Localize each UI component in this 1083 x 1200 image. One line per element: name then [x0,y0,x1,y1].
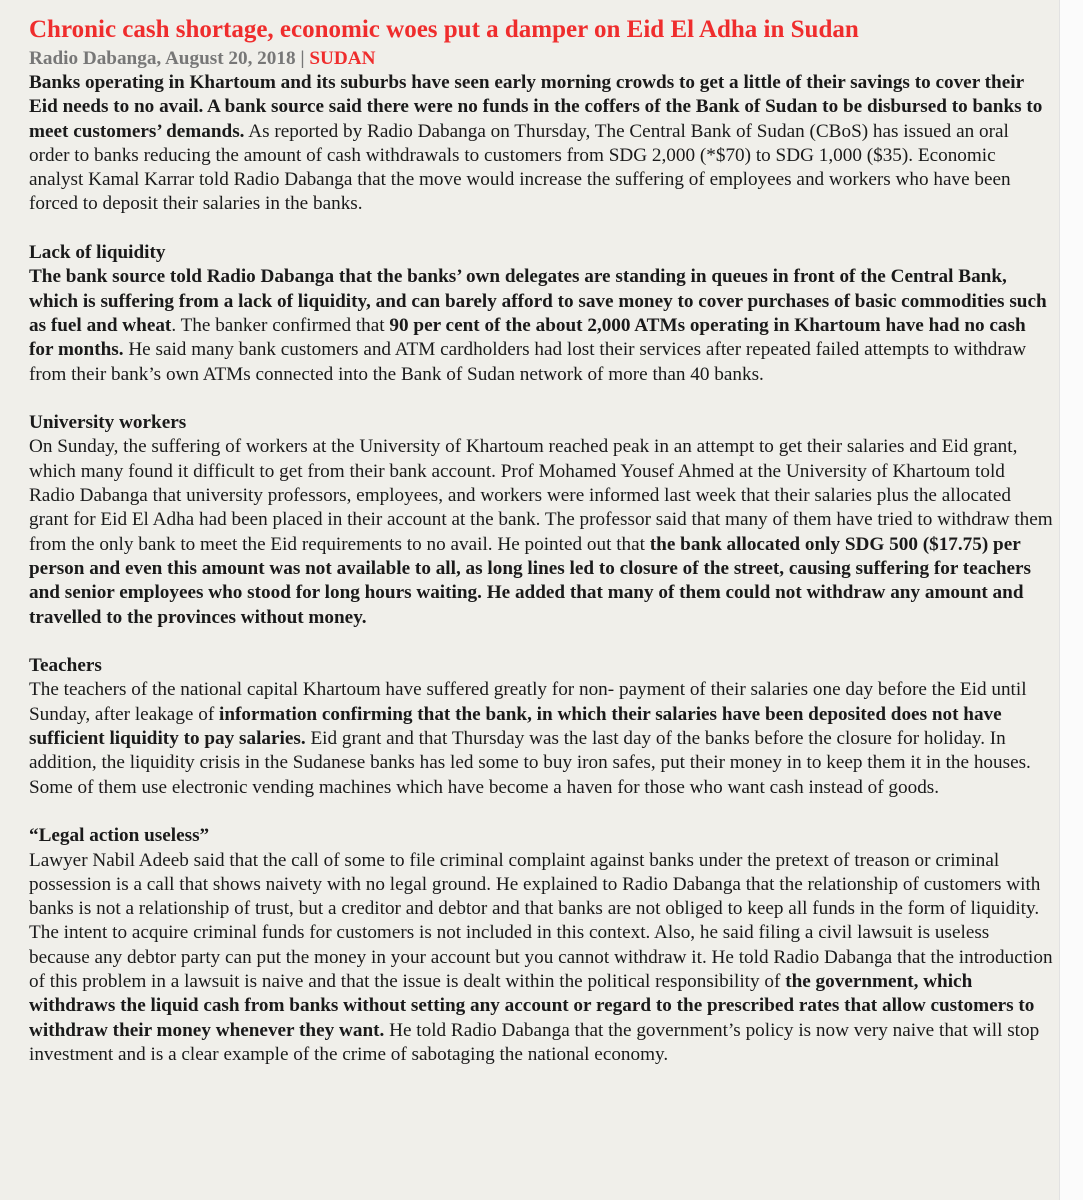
section-paragraph-liquidity [29,265,1054,386]
intro-paragraph [29,71,1054,217]
article-byline [29,46,1054,71]
teachers-text-2: Eid grant and that Thursday was the last day of the banks before the closure for holiday. In addition, the liquidity crisis in the Sudanese banks has led some to buy iron safes, put their money in to keep them it in the houses. Some of them use electronic vending machines which have become a haven for those who want cash instead of goods. [29,728,1031,798]
intro-text: As reported by Radio Dabanga on Thursday, The Central Bank of Sudan (CBoS) has issued an oral order to banks reducing the amount of cash withdrawals to customers from SDG 2,000 (*$70) to SDG 1,000 ($35). Economic analyst Kamal Karrar told Radio Dabanga that the move would increase the suffering of employees and workers who have been forced to deposit their salaries in the banks. [29,120,1011,215]
article-content [29,13,1054,1067]
byline-separator: | [300,48,305,69]
section-heading-liquidity: Lack of liquidity [29,242,166,264]
university-text-1: On Sunday, the suffering of workers at the University of Khartoum reached peak in an attempt to get their salaries and Eid grant, which many found it difficult to get from their bank account. Prof Mohamed Yousef Ahmed at the University of Khartoum told Radio Dabanga that university professors, employees, and workers were informed last week that their salaries plus the allocated grant for Eid El Adha had been placed in their account at the bank. The professor said that many of them have tried to withdraw them from the only bank to meet the Eid requirements to no avail. He pointed out that [29,436,1053,555]
article-title: Chronic cash shortage, economic woes put a damper on Eid El Adha in Sudan [29,16,859,43]
section-heading-teachers: Teachers [29,655,102,677]
legal-bold-1: the government, which withdraws the liquid cash from banks without setting any account or regard to the prescribed rates that allow customers to withdraw their money whenever they want. [29,970,1035,1041]
teachers-bold-1: information confirming that the bank, in which their salaries have been deposited does not have sufficient liquidity to pay salaries. [29,703,1002,750]
university-bold-1: the bank allocated only SDG 500 ($17.75) per person and even this amount was not available to all, as long lines led to closure of the street, causing suffering for teachers and senior employees who stood for long hours waiting. He added that many of them could not withdraw any amount and travelled to the provinces without money. [29,533,1031,628]
teachers-text-1: The teachers of the national capital Khartoum have suffered greatly for non- payment of their salaries one day before the Eid until Sunday, after leakage of [29,679,1027,725]
intro-bold-text: Banks operating in Khartoum and its suburbs have seen early morning crowds to get a little of their savings to cover their Eid needs to no avail. A bank source said there were no funds in the coffers of the Bank of Sudan to be disbursed to banks to meet customers’ demands. [29,72,1043,142]
section-paragraph-teachers [29,678,1054,799]
article-source: Radio Dabanga, August 20, 2018 [29,48,296,69]
liquidity-text-2: He said many bank customers and ATM cardholders had lost their services after repeated failed attempts to withdraw from their bank’s own ATMs connected into the Bank of Sudan network of more than 40 banks. [29,339,1027,385]
legal-text-2: He told Radio Dabanga that the government’s policy is now very naive that will stop investment and is a clear example of the crime of sabotaging the national economy. [29,1019,1040,1065]
category-link[interactable]: SUDAN [309,48,376,69]
legal-text-1: Lawyer Nabil Adeeb said that the call of some to file criminal complaint against banks under the pretext of treason or criminal possession is a call that shows naivety with no legal ground. He explained to Radio Dabanga that the relationship of customers with banks is not a relationship of trust, but a creditor and debtor and that banks are not obliged to keep all funds in the form of liquidity. The intent to acquire criminal funds for customers is not included in this context. Also, he said filing a civil lawsuit is useless because any debtor party can put the money in your account but you cannot withdraw it. He told Radio Dabanga that the introduction of this problem in a lawsuit is naive and that the issue is dealt within the political responsibility of [29,849,1053,992]
liquidity-bold-2: 90 per cent of the about 2,000 ATMs operating in Khartoum have had no cash for months. [29,314,1026,361]
section-heading-legal: “Legal action useless” [29,825,210,847]
section-paragraph-legal [29,849,1054,1068]
section-heading-university: University workers [29,412,187,434]
liquidity-text-1: . The banker confirmed that [171,314,390,336]
section-paragraph-university [29,435,1054,629]
liquidity-bold-1: The bank source told Radio Dabanga that the banks’ own delegates are standing in queues in front of the Central Bank, which is suffering from a lack of liquidity, and can barely afford to save money to cover purchases of basic commodities such as fuel and wheat [29,266,1047,336]
vertical-scrollbar[interactable] [1059,0,1083,1200]
